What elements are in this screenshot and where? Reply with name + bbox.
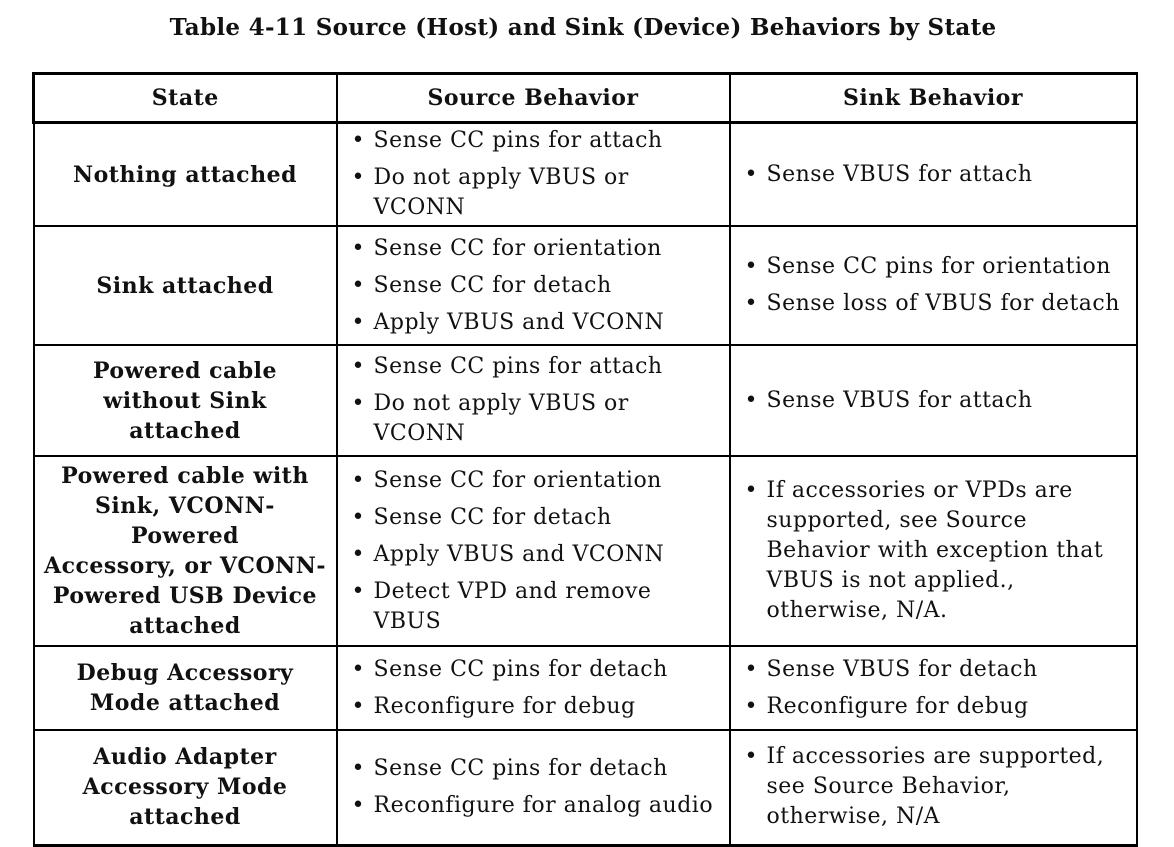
state-line: Sink, VCONN-Powered	[95, 493, 275, 549]
table-caption: Table 4-11 Source (Host) and Sink (Device) Behaviors by State	[169, 14, 997, 41]
source-behavior-cell	[337, 456, 730, 646]
header-state: State	[34, 74, 337, 123]
source-bullet: • Sense CC for orientation	[350, 234, 721, 264]
source-behavior-cell	[337, 345, 730, 456]
source-bullet: • Sense CC for orientation	[350, 466, 721, 496]
header-sink-behavior: Sink Behavior	[730, 74, 1137, 123]
source-behavior-cell	[337, 646, 730, 730]
table-row	[34, 730, 1137, 845]
sink-behavior-cell	[730, 456, 1137, 646]
table-row	[34, 123, 1137, 227]
sink-bullet: • Sense VBUS for attach	[743, 160, 1128, 190]
table-row	[34, 345, 1137, 456]
state-line: attached	[129, 804, 241, 831]
sink-behavior-cell	[730, 730, 1137, 845]
behavior-table	[32, 72, 1138, 847]
source-bullet: • Sense CC pins for attach	[350, 126, 721, 156]
state-line: Accessory Mode	[82, 774, 288, 801]
source-behavior-cell	[337, 123, 730, 227]
sink-bullet: • Sense CC pins for orientation	[743, 252, 1128, 282]
header-source-behavior: Source Behavior	[337, 74, 730, 123]
sink-bullet: • Sense VBUS for attach	[743, 386, 1128, 416]
source-bullet: • Sense CC pins for detach	[350, 655, 721, 685]
sink-bullet: • Sense VBUS for detach	[743, 655, 1128, 685]
state-cell	[34, 646, 337, 730]
table-body	[34, 123, 1137, 846]
sink-bullet: • Sense loss of VBUS for detach	[743, 289, 1128, 319]
source-bullet: • Do not apply VBUS or VCONN	[350, 163, 721, 223]
state-line: Audio Adapter	[93, 744, 277, 771]
state-line: Mode attached	[89, 690, 281, 716]
state-cell	[34, 730, 337, 845]
state-line: Powered cable with	[61, 463, 309, 489]
source-bullet: • Sense CC pins for attach	[350, 352, 721, 382]
state-cell	[34, 226, 337, 345]
sink-behavior-cell	[730, 123, 1137, 227]
state-line: Sink attached	[96, 272, 274, 299]
source-bullet: • Detect VPD and remove VBUS	[350, 577, 721, 637]
source-bullet: • Reconfigure for analog audio	[350, 791, 721, 821]
state-cell	[34, 345, 337, 456]
source-bullet: • Apply VBUS and VCONN	[350, 308, 721, 338]
source-bullet: • Apply VBUS and VCONN	[350, 540, 721, 570]
source-bullet: • Do not apply VBUS or VCONN	[350, 389, 721, 449]
source-bullet: • Reconfigure for debug	[350, 692, 721, 722]
sink-bullet: • Reconfigure for debug	[743, 692, 1128, 722]
state-line: without Sink	[103, 387, 267, 414]
state-line: Accessory, or VCONN-	[44, 553, 326, 579]
source-bullet: • Sense CC for detach	[350, 503, 721, 533]
table-row	[34, 456, 1137, 646]
sink-bullet: • If accessories or VPDs are supported, see Source Behavior with exception that VBUS is not applied., otherwise, N/A.	[743, 476, 1128, 626]
state-line: Nothing attached	[73, 161, 297, 188]
state-line: Debug Accessory	[76, 660, 294, 686]
source-bullet: • Sense CC pins for detach	[350, 754, 721, 784]
state-cell	[34, 456, 337, 646]
header-row	[34, 74, 1137, 123]
state-line: Powered USB Device	[52, 583, 318, 609]
sink-behavior-cell	[730, 226, 1137, 345]
source-behavior-cell	[337, 730, 730, 845]
table-row	[34, 226, 1137, 345]
state-line: attached	[129, 417, 241, 444]
state-cell	[34, 123, 337, 227]
source-bullet: • Sense CC for detach	[350, 271, 721, 301]
table-row	[34, 646, 1137, 730]
sink-behavior-cell	[730, 646, 1137, 730]
sink-bullet: • If accessories are supported, see Source Behavior, otherwise, N/A	[743, 742, 1128, 832]
source-behavior-cell	[337, 226, 730, 345]
sink-behavior-cell	[730, 345, 1137, 456]
state-line: attached	[129, 613, 241, 639]
state-line: Powered cable	[92, 357, 278, 384]
